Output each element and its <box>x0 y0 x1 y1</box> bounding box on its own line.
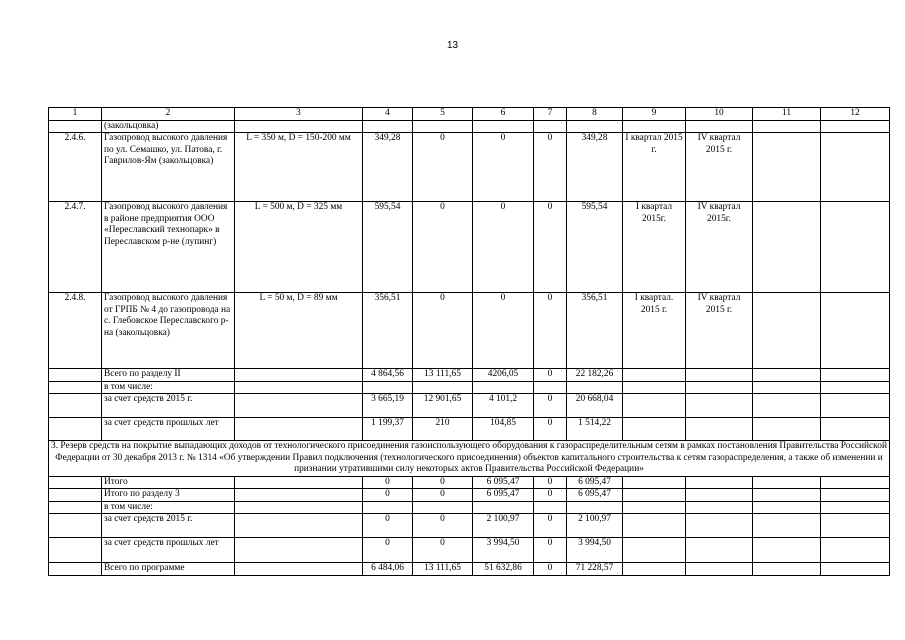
table-cell: 0 <box>363 514 413 538</box>
table-cell <box>49 120 102 133</box>
table-cell: 3 994,50 <box>473 538 534 563</box>
section-3-row <box>49 441 890 476</box>
table-cell <box>473 381 534 394</box>
table-cell: за счет средств 2015 г. <box>102 514 235 538</box>
table-cell <box>235 476 363 489</box>
table-cell: I квартал 2015 г. <box>623 133 686 202</box>
table-cell: Всего по разделу II <box>102 369 235 382</box>
table-cell <box>686 369 753 382</box>
table-cell <box>49 418 102 441</box>
table-cell <box>623 501 686 514</box>
table-cell: 0 <box>534 293 567 369</box>
table-cell <box>534 381 567 394</box>
table-cell <box>821 202 890 293</box>
table-cell: 595,54 <box>567 202 623 293</box>
table-cell: I квартал 2015г. <box>623 202 686 293</box>
table-row <box>49 120 890 133</box>
table-cell <box>753 514 821 538</box>
table-cell <box>753 476 821 489</box>
table-cell <box>363 120 413 133</box>
table-cell: 0 <box>413 538 473 563</box>
table-cell: Итого по разделу 3 <box>102 489 235 502</box>
table-cell <box>686 381 753 394</box>
table-cell: 4 101,2 <box>473 394 534 418</box>
table-cell: 1 199,37 <box>363 418 413 441</box>
table-cell <box>753 563 821 576</box>
table-row <box>49 418 890 441</box>
table-cell <box>753 489 821 502</box>
table-cell: 4206,05 <box>473 369 534 382</box>
table-row <box>49 538 890 563</box>
table-cell <box>821 501 890 514</box>
column-header: 3 <box>235 108 363 121</box>
table-cell <box>753 120 821 133</box>
table-cell <box>623 538 686 563</box>
table-cell: L = 50 м, D = 89 мм <box>235 293 363 369</box>
table-cell: 0 <box>413 489 473 502</box>
column-header: 8 <box>567 108 623 121</box>
table-cell: 0 <box>534 476 567 489</box>
table-row <box>49 202 890 293</box>
table-cell <box>49 369 102 382</box>
table-cell: 71 228,57 <box>567 563 623 576</box>
table-cell <box>753 202 821 293</box>
table-cell <box>753 369 821 382</box>
table-cell: IV квартал 2015г. <box>686 202 753 293</box>
table-cell: 6 484,06 <box>363 563 413 576</box>
table-cell: 0 <box>534 369 567 382</box>
table-cell: 1 514,22 <box>567 418 623 441</box>
table-cell: за счет средств 2015 г. <box>102 394 235 418</box>
column-header: 10 <box>686 108 753 121</box>
table-cell: Газопровод высокого давления по ул. Семашко, ул. Патова, г. Гаврилов-Ям (закольцовка) <box>102 133 235 202</box>
column-header: 2 <box>102 108 235 121</box>
table-cell <box>473 501 534 514</box>
table-cell <box>623 369 686 382</box>
table-cell <box>686 476 753 489</box>
table-cell <box>413 381 473 394</box>
column-header: 9 <box>623 108 686 121</box>
table-cell: 2.4.8. <box>49 293 102 369</box>
table-row <box>49 381 890 394</box>
table-cell: 0 <box>534 489 567 502</box>
table-cell <box>753 133 821 202</box>
table-cell: 2.4.7. <box>49 202 102 293</box>
table-cell <box>623 394 686 418</box>
table-cell: в том числе: <box>102 381 235 394</box>
table-cell <box>686 489 753 502</box>
table-cell <box>686 501 753 514</box>
table-cell <box>567 501 623 514</box>
table-cell: 0 <box>413 514 473 538</box>
table-cell <box>753 501 821 514</box>
table-cell <box>567 120 623 133</box>
table-cell <box>753 418 821 441</box>
table-cell: Итого <box>102 476 235 489</box>
table-row <box>49 514 890 538</box>
table-cell <box>235 381 363 394</box>
table-cell: 6 095,47 <box>473 476 534 489</box>
table-cell <box>235 538 363 563</box>
table-cell <box>753 381 821 394</box>
table-cell: 2 100,97 <box>567 514 623 538</box>
table-cell <box>235 418 363 441</box>
table-cell <box>623 489 686 502</box>
column-header: 1 <box>49 108 102 121</box>
table-row <box>49 133 890 202</box>
table-cell <box>49 514 102 538</box>
table-cell: 356,51 <box>363 293 413 369</box>
table-cell <box>623 418 686 441</box>
table-cell: 3 665,19 <box>363 394 413 418</box>
table-cell <box>821 489 890 502</box>
table-cell <box>821 293 890 369</box>
table-cell <box>49 394 102 418</box>
column-header: 7 <box>534 108 567 121</box>
table-cell <box>753 293 821 369</box>
table-cell <box>821 381 890 394</box>
table-cell: 0 <box>534 538 567 563</box>
table-cell: 0 <box>534 418 567 441</box>
table-cell: 2.4.6. <box>49 133 102 202</box>
table-cell <box>473 120 534 133</box>
table-cell <box>567 381 623 394</box>
table-cell: Газопровод высокого давления от ГРПБ № 4 до газопровода на с. Глебовское Переславского р-на (закольцовка) <box>102 293 235 369</box>
column-header: 12 <box>821 108 890 121</box>
table-cell <box>686 563 753 576</box>
table-cell: 2 100,97 <box>473 514 534 538</box>
table-cell <box>753 394 821 418</box>
table-cell: 51 632,86 <box>473 563 534 576</box>
table-cell <box>363 381 413 394</box>
table-cell: IV квартал 2015 г. <box>686 133 753 202</box>
table-row <box>49 369 890 382</box>
table-cell <box>49 381 102 394</box>
table-cell: за счет средств прошлых лет <box>102 538 235 563</box>
table-cell <box>235 394 363 418</box>
table-cell: 22 182,26 <box>567 369 623 382</box>
table-cell <box>235 514 363 538</box>
table-row <box>49 501 890 514</box>
table-cell <box>821 120 890 133</box>
table-cell: 595,54 <box>363 202 413 293</box>
table-cell <box>235 369 363 382</box>
table-cell: 6 095,47 <box>567 476 623 489</box>
table-cell <box>821 394 890 418</box>
table-row <box>49 394 890 418</box>
table-cell <box>821 476 890 489</box>
table-cell <box>623 476 686 489</box>
table-cell: IV квартал 2015 г. <box>686 293 753 369</box>
column-header: 4 <box>363 108 413 121</box>
table-cell: 0 <box>473 133 534 202</box>
table-cell <box>235 120 363 133</box>
table-cell: за счет средств прошлых лет <box>102 418 235 441</box>
table-cell: 356,51 <box>567 293 623 369</box>
table-cell <box>49 563 102 576</box>
table-cell <box>623 381 686 394</box>
table-cell: 4 864,56 <box>363 369 413 382</box>
column-header: 5 <box>413 108 473 121</box>
table-cell <box>623 120 686 133</box>
table-cell: 0 <box>413 293 473 369</box>
table-cell <box>623 563 686 576</box>
table-cell <box>49 501 102 514</box>
table-cell: 20 668,04 <box>567 394 623 418</box>
table-cell: 0 <box>363 538 413 563</box>
table-cell <box>534 120 567 133</box>
table-cell <box>686 418 753 441</box>
table-row <box>49 489 890 502</box>
table-cell <box>821 563 890 576</box>
table-cell <box>623 514 686 538</box>
table-cell <box>821 133 890 202</box>
table-cell <box>686 538 753 563</box>
table-cell <box>235 489 363 502</box>
table-cell <box>821 514 890 538</box>
table-cell <box>821 538 890 563</box>
table-cell: 0 <box>534 133 567 202</box>
table-cell <box>413 501 473 514</box>
table-cell: 0 <box>534 514 567 538</box>
table-cell <box>821 418 890 441</box>
table-cell: 0 <box>413 133 473 202</box>
column-header-row <box>49 108 890 121</box>
table-cell: 0 <box>413 202 473 293</box>
table-cell: 13 111,65 <box>413 369 473 382</box>
column-header: 6 <box>473 108 534 121</box>
table-cell: 6 095,47 <box>567 489 623 502</box>
table-cell: L = 350 м, D = 150-200 мм <box>235 133 363 202</box>
table-cell <box>49 489 102 502</box>
table-cell: I квартал. 2015 г. <box>623 293 686 369</box>
table-cell: 3 994,50 <box>567 538 623 563</box>
section-3-title: 3. Резерв средств на покрытие выпадающих доходов от технологического присоединения газоиспользующего оборудования к газораспределительным сетям в рамках постановления Правительства Российской Федерации от 30 декабря 2013 г. № 1314 «Об утверждении Правил подключения (технологического присоединения) объектов капитального строительства к сетям газораспределения, а также об изменении и признании утратившими силу некоторых актов Правительства Российской Федерации» <box>49 441 890 476</box>
table-cell <box>686 120 753 133</box>
column-header: 11 <box>753 108 821 121</box>
page-number: 13 <box>446 40 459 51</box>
table-row <box>49 476 890 489</box>
table-cell: 0 <box>363 489 413 502</box>
table-cell: 12 901,65 <box>413 394 473 418</box>
table-cell: 0 <box>534 202 567 293</box>
table-cell: 349,28 <box>363 133 413 202</box>
table-cell <box>363 501 413 514</box>
table-cell: в том числе: <box>102 501 235 514</box>
table-cell: L = 500 м, D = 325 мм <box>235 202 363 293</box>
table-cell: 349,28 <box>567 133 623 202</box>
table-cell <box>821 369 890 382</box>
table-cell: 0 <box>473 202 534 293</box>
table-cell: (закольцовка) <box>102 120 235 133</box>
table-cell: 104,85 <box>473 418 534 441</box>
table-cell: 0 <box>473 293 534 369</box>
table-cell: 0 <box>413 476 473 489</box>
table-cell <box>413 120 473 133</box>
table-cell: Всего по программе <box>102 563 235 576</box>
table-cell <box>686 514 753 538</box>
table-cell: 210 <box>413 418 473 441</box>
table-cell <box>686 394 753 418</box>
program-table <box>48 107 890 576</box>
table-cell: 0 <box>363 476 413 489</box>
table-cell <box>49 476 102 489</box>
table-row <box>49 293 890 369</box>
table-cell <box>235 501 363 514</box>
table-cell <box>753 538 821 563</box>
table-row <box>49 563 890 576</box>
table-cell: 13 111,65 <box>413 563 473 576</box>
table-cell: 0 <box>534 394 567 418</box>
table-cell: 0 <box>534 563 567 576</box>
table-cell <box>49 538 102 563</box>
table-cell: Газопровод высокого давления в районе предприятия ООО «Переславский технопарк» в Переславском р-не (лупинг) <box>102 202 235 293</box>
table-cell <box>235 563 363 576</box>
table-cell <box>534 501 567 514</box>
table-cell: 6 095,47 <box>473 489 534 502</box>
